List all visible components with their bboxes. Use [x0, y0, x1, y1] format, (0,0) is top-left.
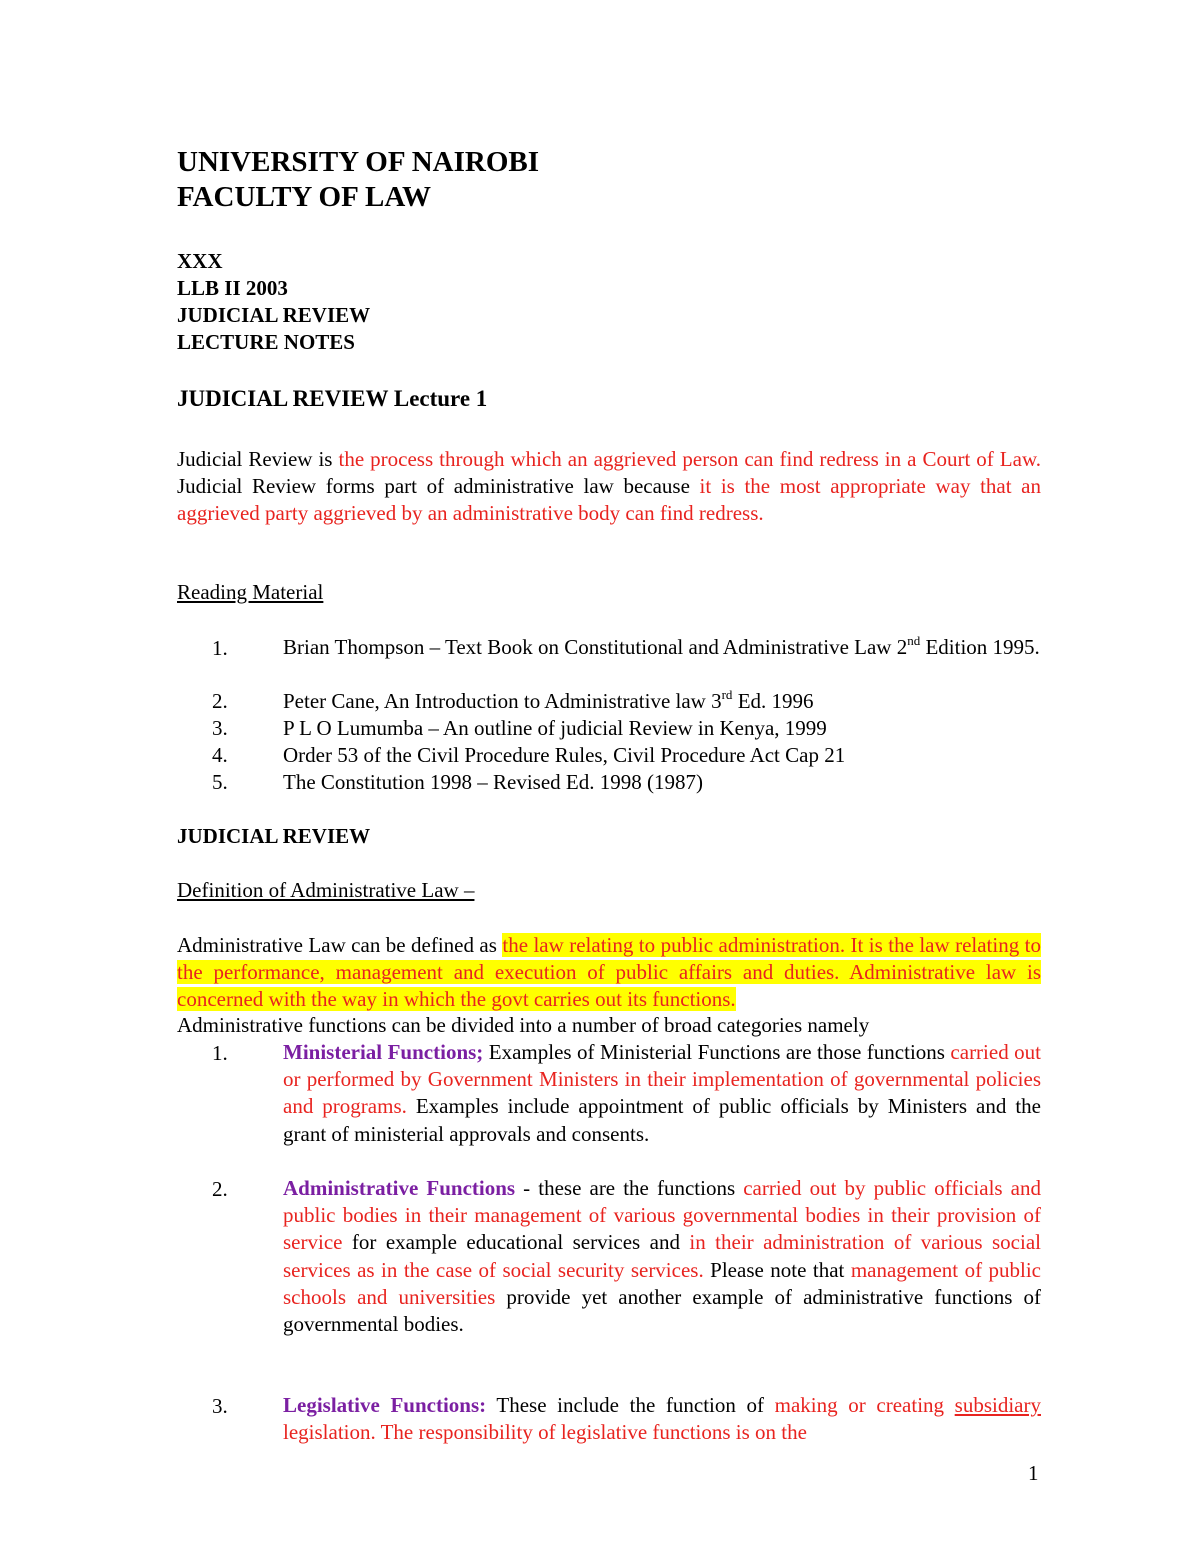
function-2-t1: - these are the functions	[515, 1176, 744, 1200]
function-2-t7: provide yet another example of administrative functions of governmental bodies.	[283, 1284, 1041, 1337]
function-item-3	[283, 1392, 1041, 1446]
intro-text-3: Judicial Review forms part of administrative law because	[177, 473, 700, 498]
university-title: UNIVERSITY OF NAIROBI	[177, 146, 540, 178]
function-2-t4: in their administration of various social services as in the case of social security services.	[283, 1230, 1041, 1282]
section-heading: JUDICIAL REVIEW	[177, 824, 371, 848]
function-3-title: Legislative Functions:	[283, 1393, 487, 1417]
course-subject: JUDICIAL REVIEW	[177, 303, 371, 327]
definition-paragraph	[177, 932, 1041, 1012]
function-num-1: 1.	[212, 1041, 228, 1065]
reading-num-4: 4.	[212, 743, 228, 767]
reading-num-2: 2.	[212, 689, 228, 713]
function-1-t2: carried out or performed by Government Ministers in their implementation of governmental policies and programs.	[283, 1040, 1042, 1119]
intro-text-2: the process through which an aggrieved person can find redress in a Court of Law.	[338, 447, 1041, 471]
page-number: 1	[1028, 1461, 1039, 1485]
reading-item-3: P L O Lumumba – An outline of judicial Review in Kenya, 1999	[283, 716, 827, 740]
intro-paragraph	[177, 446, 1041, 526]
function-num-2: 2.	[212, 1177, 228, 1201]
course-year: LLB II 2003	[177, 276, 288, 300]
reading-item-1	[283, 634, 1041, 661]
function-2-t5: Please note that	[703, 1257, 851, 1282]
reading-item-1-text2: Edition 1995.	[920, 635, 1040, 659]
function-2-title: Administrative Functions	[283, 1176, 516, 1200]
function-2-t2: carried out by public officials and public bodies in their management of various governmental bodies in their provision of service	[283, 1176, 1041, 1255]
reading-num-1: 1.	[212, 636, 228, 660]
reading-item-1-sup: nd	[907, 633, 921, 648]
function-3-t3: legislation.	[283, 1420, 381, 1445]
function-item-1	[283, 1039, 1041, 1148]
reading-item-4: Order 53 of the Civil Procedure Rules, Civil Procedure Act Cap 21	[283, 743, 846, 767]
function-num-3: 3.	[212, 1394, 228, 1418]
reading-num-5: 5.	[212, 770, 228, 794]
function-item-2	[283, 1175, 1041, 1338]
function-1-t3: Examples include appointment of public officials by Ministers and the grant of ministerial approvals and consents.	[283, 1094, 1041, 1146]
faculty-title: FACULTY OF LAW	[177, 181, 432, 213]
reading-item-5: The Constitution 1998 – Revised Ed. 1998 (1987)	[283, 770, 703, 794]
reading-item-2-text: Peter Cane, An Introduction to Administrative law 3	[283, 689, 722, 713]
reading-item-2-text2: Ed. 1996	[732, 689, 814, 713]
function-3-t4: The responsibility of legislative functions is on the	[380, 1420, 807, 1445]
function-3-t2: making or creating	[774, 1393, 955, 1417]
course-notes: LECTURE NOTES	[177, 330, 355, 354]
lecture-title: JUDICIAL REVIEW Lecture 1	[177, 386, 488, 411]
intro-text-4: it is the most appropriate way that an aggrieved party aggrieved by an administrative body can find redress.	[177, 473, 1042, 525]
definition-text-3: Administrative functions can be divided into a number of broad categories namely	[177, 1013, 870, 1037]
function-1-title: Ministerial Functions;	[283, 1040, 484, 1064]
reading-item-2	[283, 688, 1041, 715]
reading-heading: Reading Material	[177, 580, 324, 604]
reading-num-3: 3.	[212, 716, 228, 740]
reading-item-1-text: Brian Thompson – Text Book on Constitutional and Administrative Law 2	[283, 635, 908, 659]
course-code: XXX	[177, 249, 223, 273]
function-1-t1: Examples of Ministerial Functions are those functions	[483, 1040, 951, 1064]
definition-text-1: Administrative Law can be defined as	[177, 933, 503, 957]
function-3-t2u: subsidiary	[954, 1393, 1041, 1417]
function-2-t6: management of public schools and universities	[283, 1257, 1042, 1309]
definition-text-2: the law relating to public administration. It is the law relating to the performance, management and execution of public affairs and duties. Administrative law is concerned with the way in which the govt carries out its functions.	[177, 933, 1042, 1011]
reading-item-2-sup: rd	[721, 687, 733, 702]
function-2-t3: for example educational services and	[342, 1230, 690, 1255]
definition-heading: Definition of Administrative Law –	[177, 878, 475, 902]
function-3-t1: These include the function of	[486, 1393, 775, 1417]
intro-text-1: Judicial Review is	[177, 447, 339, 471]
